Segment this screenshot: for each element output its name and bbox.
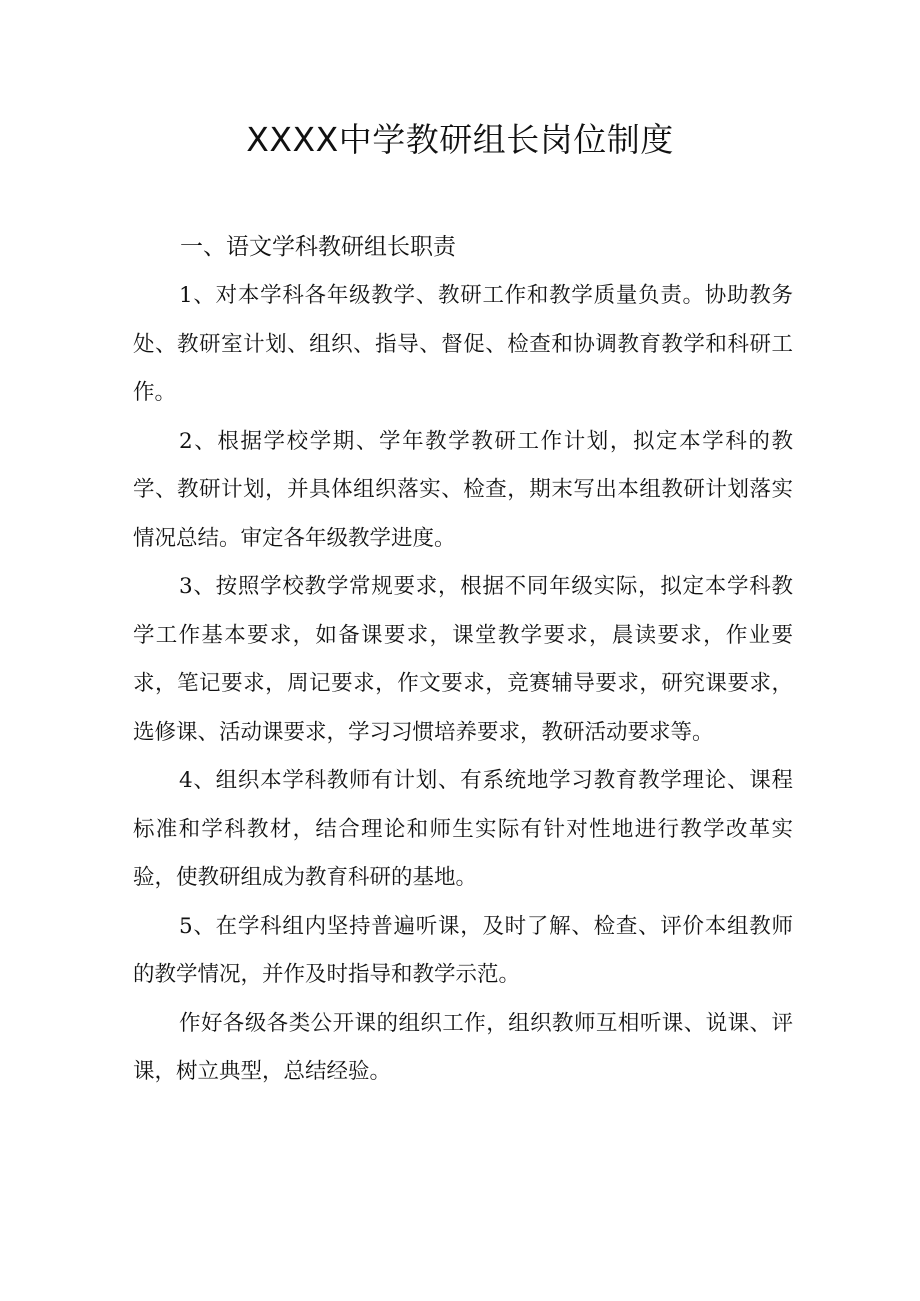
section-body <box>133 272 793 1097</box>
paragraph-3: 3、按照学校教学常规要求，根据不同年级实际，拟定本学科教学工作基本要求，如备课要求，课堂教学要求，晨读要求，作业要求，笔记要求，周记要求，作文要求，竞赛辅导要求，研究课要求，选修课、活动课要求，学习习惯培养要求，教研活动要求等。 <box>133 574 793 745</box>
paragraph-2: 2、根据学校学期、学年教学教研工作计划，拟定本学科的教学、教研计划，并具体组织落实、检查，期末写出本组教研计划落实情况总结。审定各年级教学进度。 <box>133 428 793 551</box>
paragraph-1: 1、对本学科各年级教学、教研工作和教学质量负责。协助教务处、教研室计划、组织、指导、督促、检查和协调教育教学和科研工作。 <box>133 283 793 405</box>
section-heading: 一、语文学科教研组长职责 <box>180 234 456 260</box>
paragraph-4: 4、组织本学科教师有计划、有系统地学习教育教学理论、课程标准和学科教材，结合理论和师生实际有针对性地进行教学改革实验，使教研组成为教育科研的基地。 <box>133 768 793 890</box>
paragraph-5: 5、在学科组内坚持普遍听课，及时了解、检查、评价本组教师的教学情况，并作及时指导和教学示范。 <box>133 913 793 987</box>
document-title: XXXX中学教研组长岗位制度 <box>246 120 674 159</box>
paragraph-6: 作好各级各类公开课的组织工作，组织教师互相听课、说课、评课，树立典型，总结经验。 <box>133 1010 793 1084</box>
